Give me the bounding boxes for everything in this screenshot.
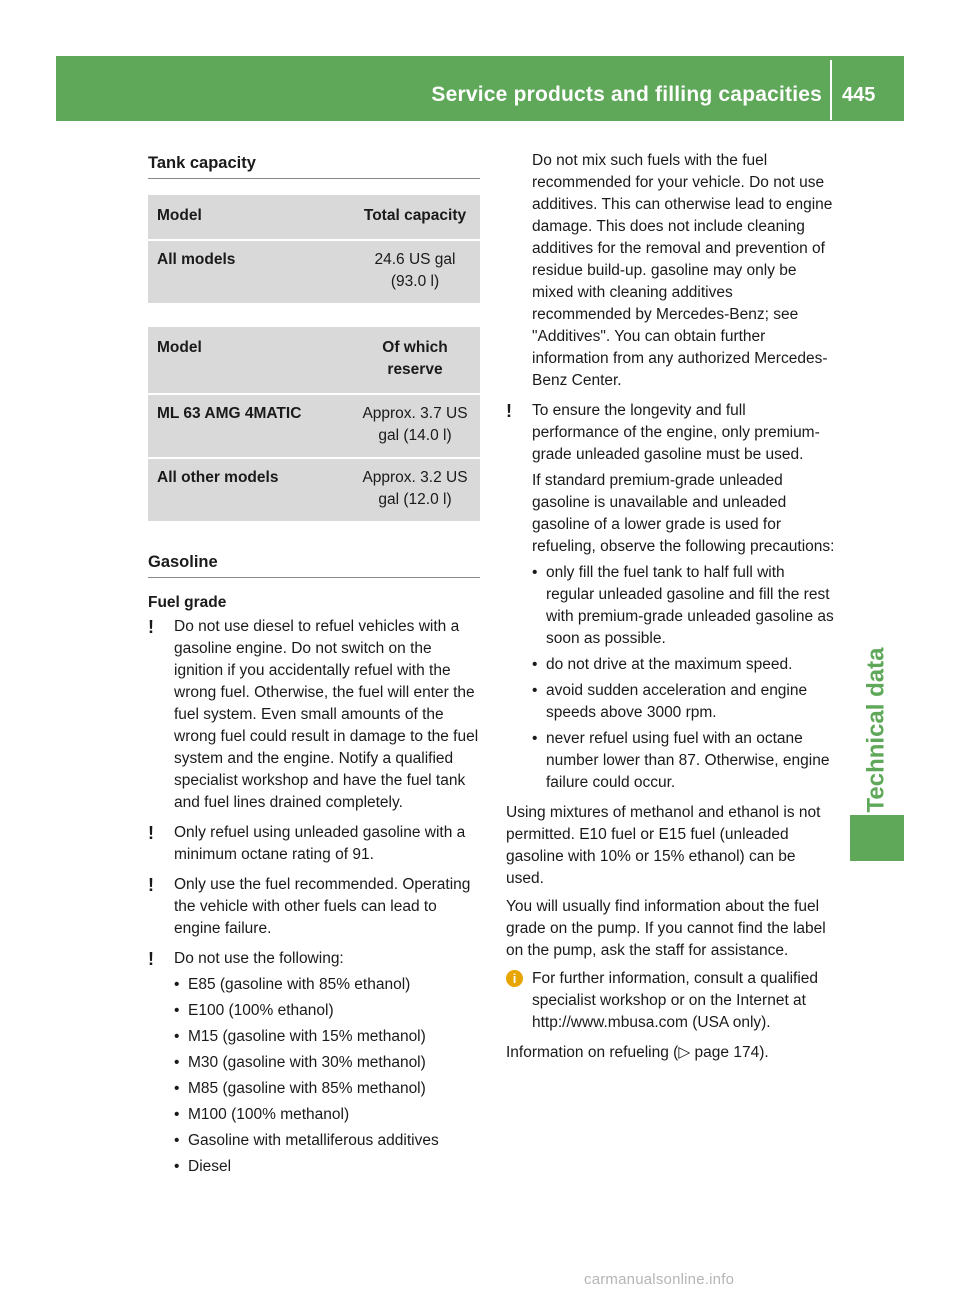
warning-text: Do not use the following: [174, 950, 344, 967]
list-item: • M30 (gasoline with 30% methanol) [174, 1052, 480, 1074]
prohibited-fuels-list [174, 974, 480, 1178]
warning-note [148, 822, 480, 866]
list-item: • E85 (gasoline with 85% ethanol) [174, 974, 480, 996]
list-item: • Gasoline with metalliferous additives [174, 1130, 480, 1152]
column-header-total-capacity: Total capacity [351, 195, 480, 239]
warning-text: If standard premium-grade unleaded gasoline is unavailable and unleaded gasoline of a lower grade is used for refueling, observe the following precautions: [532, 472, 835, 555]
warning-text: Do not mix such fuels with the fuel recommended for your vehicle. Do not use additives. This can otherwise lead to engine damage. This does not include cleaning additives for the removal and prevention of residue build-up. gasoline may only be mixed with cleaning additives recommended by Mercedes-Benz; see "Additives". You can obtain further information from any authorized Mercedes-Benz Center. [532, 152, 833, 389]
page-title: Service products and filling capacities [431, 83, 822, 106]
refueling-reference: Information on refueling (▷ page 174). [506, 1044, 769, 1061]
list-item: • E100 (100% ethanol) [174, 1000, 480, 1022]
side-tab-label: Technical data [862, 647, 890, 813]
list-item: • M15 (gasoline with 15% methanol) [174, 1026, 480, 1048]
exclamation-icon: ! [148, 949, 154, 969]
table-header-row [148, 327, 480, 393]
table-cell-value: Approx. 3.7 US gal (14.0 l) [351, 395, 480, 457]
warning-text: Only use the fuel recommended. Operating the vehicle with other fuels can lead to engine failure. [174, 876, 471, 937]
paragraph: You will usually find information about the fuel grade on the pump. If you cannot find the label on the pump, ask the staff for assistance. [506, 898, 826, 959]
list-item: • M85 (gasoline with 85% methanol) [174, 1078, 480, 1100]
exclamation-icon: ! [148, 875, 154, 895]
table-cell-value: 24.6 US gal (93.0 l) [351, 241, 480, 303]
warning-note [148, 874, 480, 940]
warning-note [506, 400, 836, 794]
gasoline-heading: Gasoline [148, 549, 480, 578]
page-number: 445 [842, 84, 876, 106]
table-row [148, 241, 480, 303]
total-capacity-table [148, 193, 480, 305]
fuel-grade-subheading: Fuel grade [148, 594, 227, 611]
info-icon: i [506, 970, 523, 987]
exclamation-icon: ! [148, 823, 154, 843]
exclamation-icon: ! [148, 617, 154, 637]
table-row [148, 395, 480, 457]
list-item: • never refuel using fuel with an octane number lower than 87. Otherwise, engine failure could occur. [532, 728, 836, 794]
warning-text: Do not use diesel to refuel vehicles with a gasoline engine. Do not switch on the ignition if you accidentally refuel with the wrong fuel. Otherwise, the fuel will enter the fuel system. Even small amounts of the wrong fuel could result in damage to the fuel system and the engine. Notify a qualified specialist workshop and have the fuel tank and fuel lines drained completely. [174, 618, 479, 811]
list-item: • do not drive at the maximum speed. [532, 654, 836, 676]
list-item: • M100 (100% methanol) [174, 1104, 480, 1126]
watermark: carmanualsonline.info [584, 1271, 735, 1288]
table-row [148, 459, 480, 521]
list-item: • Diesel [174, 1156, 480, 1178]
exclamation-icon: ! [506, 401, 512, 421]
info-note [506, 968, 836, 1034]
header-divider [830, 60, 832, 120]
info-text: For further information, consult a qualified specialist workshop or on the Internet at http://www.mbusa.com (USA only). [532, 970, 819, 1031]
side-tab-marker [850, 815, 904, 861]
right-column [506, 150, 836, 1070]
column-header-model: Model [148, 195, 351, 239]
reserve-table [148, 325, 480, 523]
column-header-model: Model [148, 327, 351, 393]
precautions-list [532, 562, 836, 794]
column-header-reserve: Of which reserve [351, 327, 480, 393]
warning-note [148, 948, 480, 1178]
warning-text: To ensure the longevity and full performance of the engine, only premium-grade unleaded gasoline must be used. [532, 402, 820, 463]
table-cell-model: All other models [148, 459, 351, 521]
table-cell-model: ML 63 AMG 4MATIC [148, 395, 351, 457]
table-header-row [148, 195, 480, 239]
warning-note-continued [506, 150, 836, 392]
warning-text: Only refuel using unleaded gasoline with a minimum octane rating of 91. [174, 824, 466, 863]
list-item: • avoid sudden acceleration and engine speeds above 3000 rpm. [532, 680, 836, 724]
list-item: • only fill the fuel tank to half full with regular unleaded gasoline and fill the rest with premium-grade unleaded gasoline as soon as possible. [532, 562, 836, 650]
table-cell-model: All models [148, 241, 351, 303]
left-column [148, 150, 480, 1186]
warning-note [148, 616, 480, 814]
paragraph: Using mixtures of methanol and ethanol is not permitted. E10 fuel or E15 fuel (unleaded gasoline with 10% or 15% ethanol) can be used. [506, 804, 821, 887]
table-cell-value: Approx. 3.2 US gal (12.0 l) [351, 459, 480, 521]
tank-capacity-heading: Tank capacity [148, 150, 480, 179]
side-tab [846, 640, 906, 820]
